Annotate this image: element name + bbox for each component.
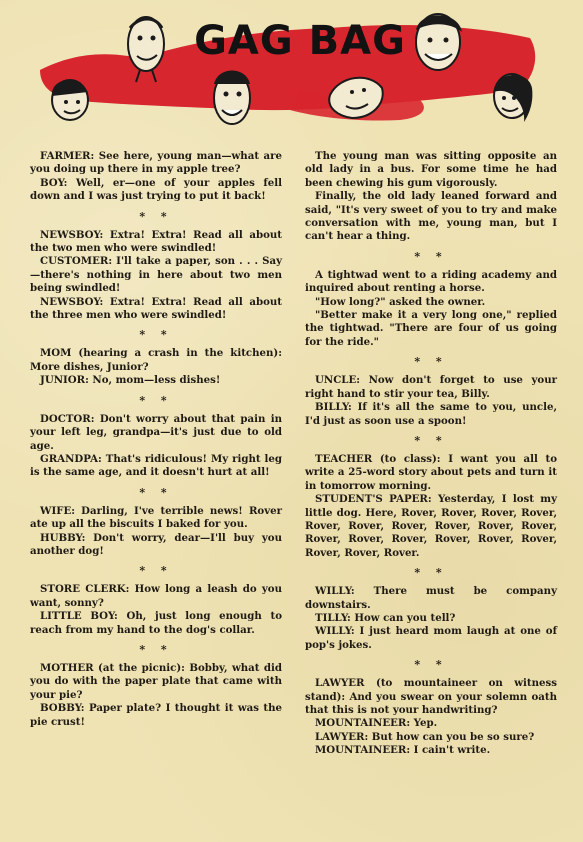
right-column [305,150,557,758]
joke-line: WIFE: Darling, I've terrible news! Rover ate up all the biscuits I baked for you. [30,504,282,531]
left-column [30,150,282,729]
joke-store-clerk [30,583,282,637]
joke-line: FARMER: See here, young man—what are you doing up there in my apple tree? [30,150,282,176]
joke-line: Finally, the old lady leaned forward and said, "It's very sweet of you to try and make conversation with me, young man, but I can't hear a thing. [305,190,557,243]
face-right-center-icon [329,78,382,118]
joke-lawyer [305,677,557,757]
joke-line: STORE CLERK: How long a leash do you want, sonny? [30,583,282,609]
joke-line: MOUNTAINEER: Yep. [315,717,438,730]
joke-line: "How long?" asked the owner. [315,295,486,308]
joke-line: UNCLE: Now don't forget to use your right hand to stir your tea, Billy. [305,374,557,400]
joke-line: MOUNTAINEER: I cain't write. [315,744,491,757]
joke-line: DOCTOR: Don't worry about that pain in your left leg, grandpa—it's just due to old age. [30,412,282,452]
face-left-top-icon [128,17,164,82]
joke-divider: * * [414,433,448,447]
joke-line: HUBBY: Don't worry, dear—I'll buy you another dog! [30,531,282,557]
joke-divider: * * [139,328,173,342]
joke-farmer [30,150,282,204]
joke-line: LAWYER (to mountaineer on witness stand): And you swear on your solemn oath that this is not your handwriting? [305,677,557,716]
joke-willy [305,585,557,652]
joke-line: STUDENT'S PAPER: Yesterday, I lost my little dog. Here, Rover, Rover, Rover, Rover, Rover, Rover, Rover, Rover, Rover, Rover, Rover, Rover, Rover, Rover, Rover, Rover, Rover, Rover, Rover. [305,493,557,559]
joke-line: MOM (hearing a crash in the kitchen): More dishes, Junior? [30,347,282,373]
joke-line: LAWYER: But how can you be so sure? [315,730,535,743]
joke-mom [30,347,282,387]
joke-line: TEACHER (to class): I want you all to write a 25-word story about pets and turn it in tomorrow morning. [305,452,557,492]
joke-divider: * * [414,249,448,263]
joke-line: WILLY: There must be company downstairs. [305,585,557,611]
joke-divider: * * [414,355,448,369]
joke-line: BILLY: If it's all the same to you, uncle, I'd just as soon use a spoon! [305,401,557,427]
joke-uncle [305,374,557,428]
joke-line: BOY: Well, er—one of your apples fell down and I was just trying to put it back! [30,176,282,203]
joke-tightwad [305,269,557,349]
header-banner [0,0,583,140]
joke-line: CUSTOMER: I'll take a paper, son . . . Say—there's nothing in here about two men being swindled! [30,255,282,295]
joke-divider: * * [139,485,173,499]
joke-mother [30,662,282,729]
joke-line: NEWSBOY: Extra! Extra! Read all about the three men who were swindled! [30,295,282,322]
joke-line: "Better make it a very long one," replied the tightwad. "There are four of us going for the ride." [305,309,557,348]
joke-divider: * * [139,209,173,223]
page-title: GAG BAG [194,18,406,64]
face-far-right-icon [494,74,532,122]
joke-line: The young man was sitting opposite an old lady in a bus. For some time he had been chewing his gum vigorously. [305,150,557,189]
joke-divider: * * [414,566,448,580]
joke-line: JUNIOR: No, mom—less dishes! [40,374,221,387]
joke-line: LITTLE BOY: Oh, just long enough to reach from my hand to the dog's collar. [30,610,282,636]
joke-line: A tightwad went to a riding academy and inquired about renting a horse. [305,268,557,295]
joke-divider: * * [139,564,173,578]
joke-newsboy [30,229,282,323]
joke-divider: * * [139,393,173,407]
joke-line: TILLY: How can you tell? [315,611,456,624]
joke-line: WILLY: I just heard mom laugh at one of pop's jokes. [305,625,557,651]
joke-line: NEWSBOY: Extra! Extra! Read all about the two men who were swindled! [30,228,282,255]
joke-divider: * * [414,658,448,672]
joke-line: GRANDPA: That's ridiculous! My right leg is the same age, and it doesn't hurt at all! [30,452,282,479]
joke-line: MOTHER (at the picnic): Bobby, what did you do with the paper plate that came with your pie? [30,661,282,701]
joke-line: BOBBY: Paper plate? I thought it was the pie crust! [30,702,282,728]
joke-divider: * * [139,642,173,656]
face-left-bottom-icon [52,80,88,120]
joke-bus [305,150,557,244]
joke-teacher [305,453,557,560]
face-center-icon [214,71,250,125]
joke-doctor [30,413,282,480]
joke-wife [30,505,282,559]
